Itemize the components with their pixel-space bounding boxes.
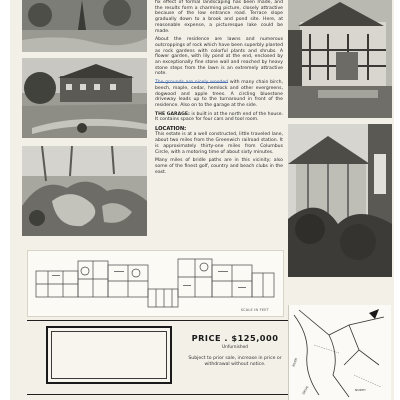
paragraph-gardens: About the residence are lawns and numerous outcroppings of rock which have been superbly planted as rock gardens with colorful plants and shrubs. A flower garden, with lily pond at the end, enclosed by an exceptionally fine stone wall and reached by heavy stone steps from the lawn is an extremely attractive note. bbox=[155, 37, 283, 77]
paragraph-landscaping: fix effect of formal landscaping has been made, and the results form a charming picture, closely attractive because of the low entrance road. Terrace slope gradually down to a brook and pond site. Here, at reasonable expense, a picturesque lake could be made. bbox=[155, 0, 283, 34]
photo-tudor-house-terrace bbox=[288, 0, 392, 118]
brochure-page bbox=[10, 0, 394, 400]
paragraph-bridle-paths: Many miles of bridle paths are in this vicinity; also some of the finest golf, country and beach clubs in the east. bbox=[155, 158, 283, 175]
floor-plan bbox=[27, 250, 284, 317]
price-label: PRICE bbox=[191, 333, 222, 343]
blank-frame bbox=[46, 326, 172, 384]
description-text-column bbox=[155, 0, 283, 245]
price-separator: . bbox=[224, 333, 229, 343]
location-map bbox=[288, 305, 391, 400]
price-terms: Subject to prior sale, increase in price or withdrawal without notice. bbox=[188, 356, 282, 367]
garage-text: is built in at the north end of the house. It contains space for four cars and tool room. bbox=[155, 111, 283, 123]
floor-plan-drawing bbox=[28, 251, 283, 316]
map-label-1: NORTH bbox=[355, 388, 366, 392]
struck-text: The grounds are nicely wooded bbox=[155, 80, 229, 86]
garage-heading: THE GARAGE: bbox=[155, 111, 190, 117]
scale-label: SCALE IN FEET bbox=[240, 308, 269, 312]
photo-house-entrance bbox=[288, 124, 392, 277]
map-label-0: RIVER bbox=[291, 357, 299, 368]
price-line bbox=[180, 333, 290, 343]
photo-residence-lawn bbox=[22, 58, 147, 138]
price-value: $125,000 bbox=[231, 333, 279, 343]
photo-stream-and-lawn bbox=[22, 0, 147, 52]
map-label-2: DRIVE bbox=[301, 385, 310, 396]
photo-rock-garden bbox=[22, 146, 147, 236]
location-map-drawing bbox=[289, 305, 391, 400]
paragraph-grounds bbox=[155, 80, 283, 109]
location-heading: LOCATION: bbox=[155, 126, 187, 133]
paragraph-location: This estate is at a well constructed, little traveled lane, about two miles from the Greenwich railroad station. It is approximately thirty-one miles from Columbus Circle, with a motoring time of about sixty minutes. bbox=[155, 132, 283, 155]
furnishing-status: Unfurnished bbox=[221, 345, 249, 350]
grounds-text: with many chain birch, beech, maple, cedar, hemlock and other evergreens, dogwood and apple trees. A circling bluestone driveway leads up to the turnaround in front of the residence. Also on to the garage at the side. bbox=[155, 80, 283, 108]
paragraph-garage bbox=[155, 112, 283, 123]
blank-frame-inner bbox=[51, 331, 167, 379]
price-block bbox=[180, 333, 290, 368]
